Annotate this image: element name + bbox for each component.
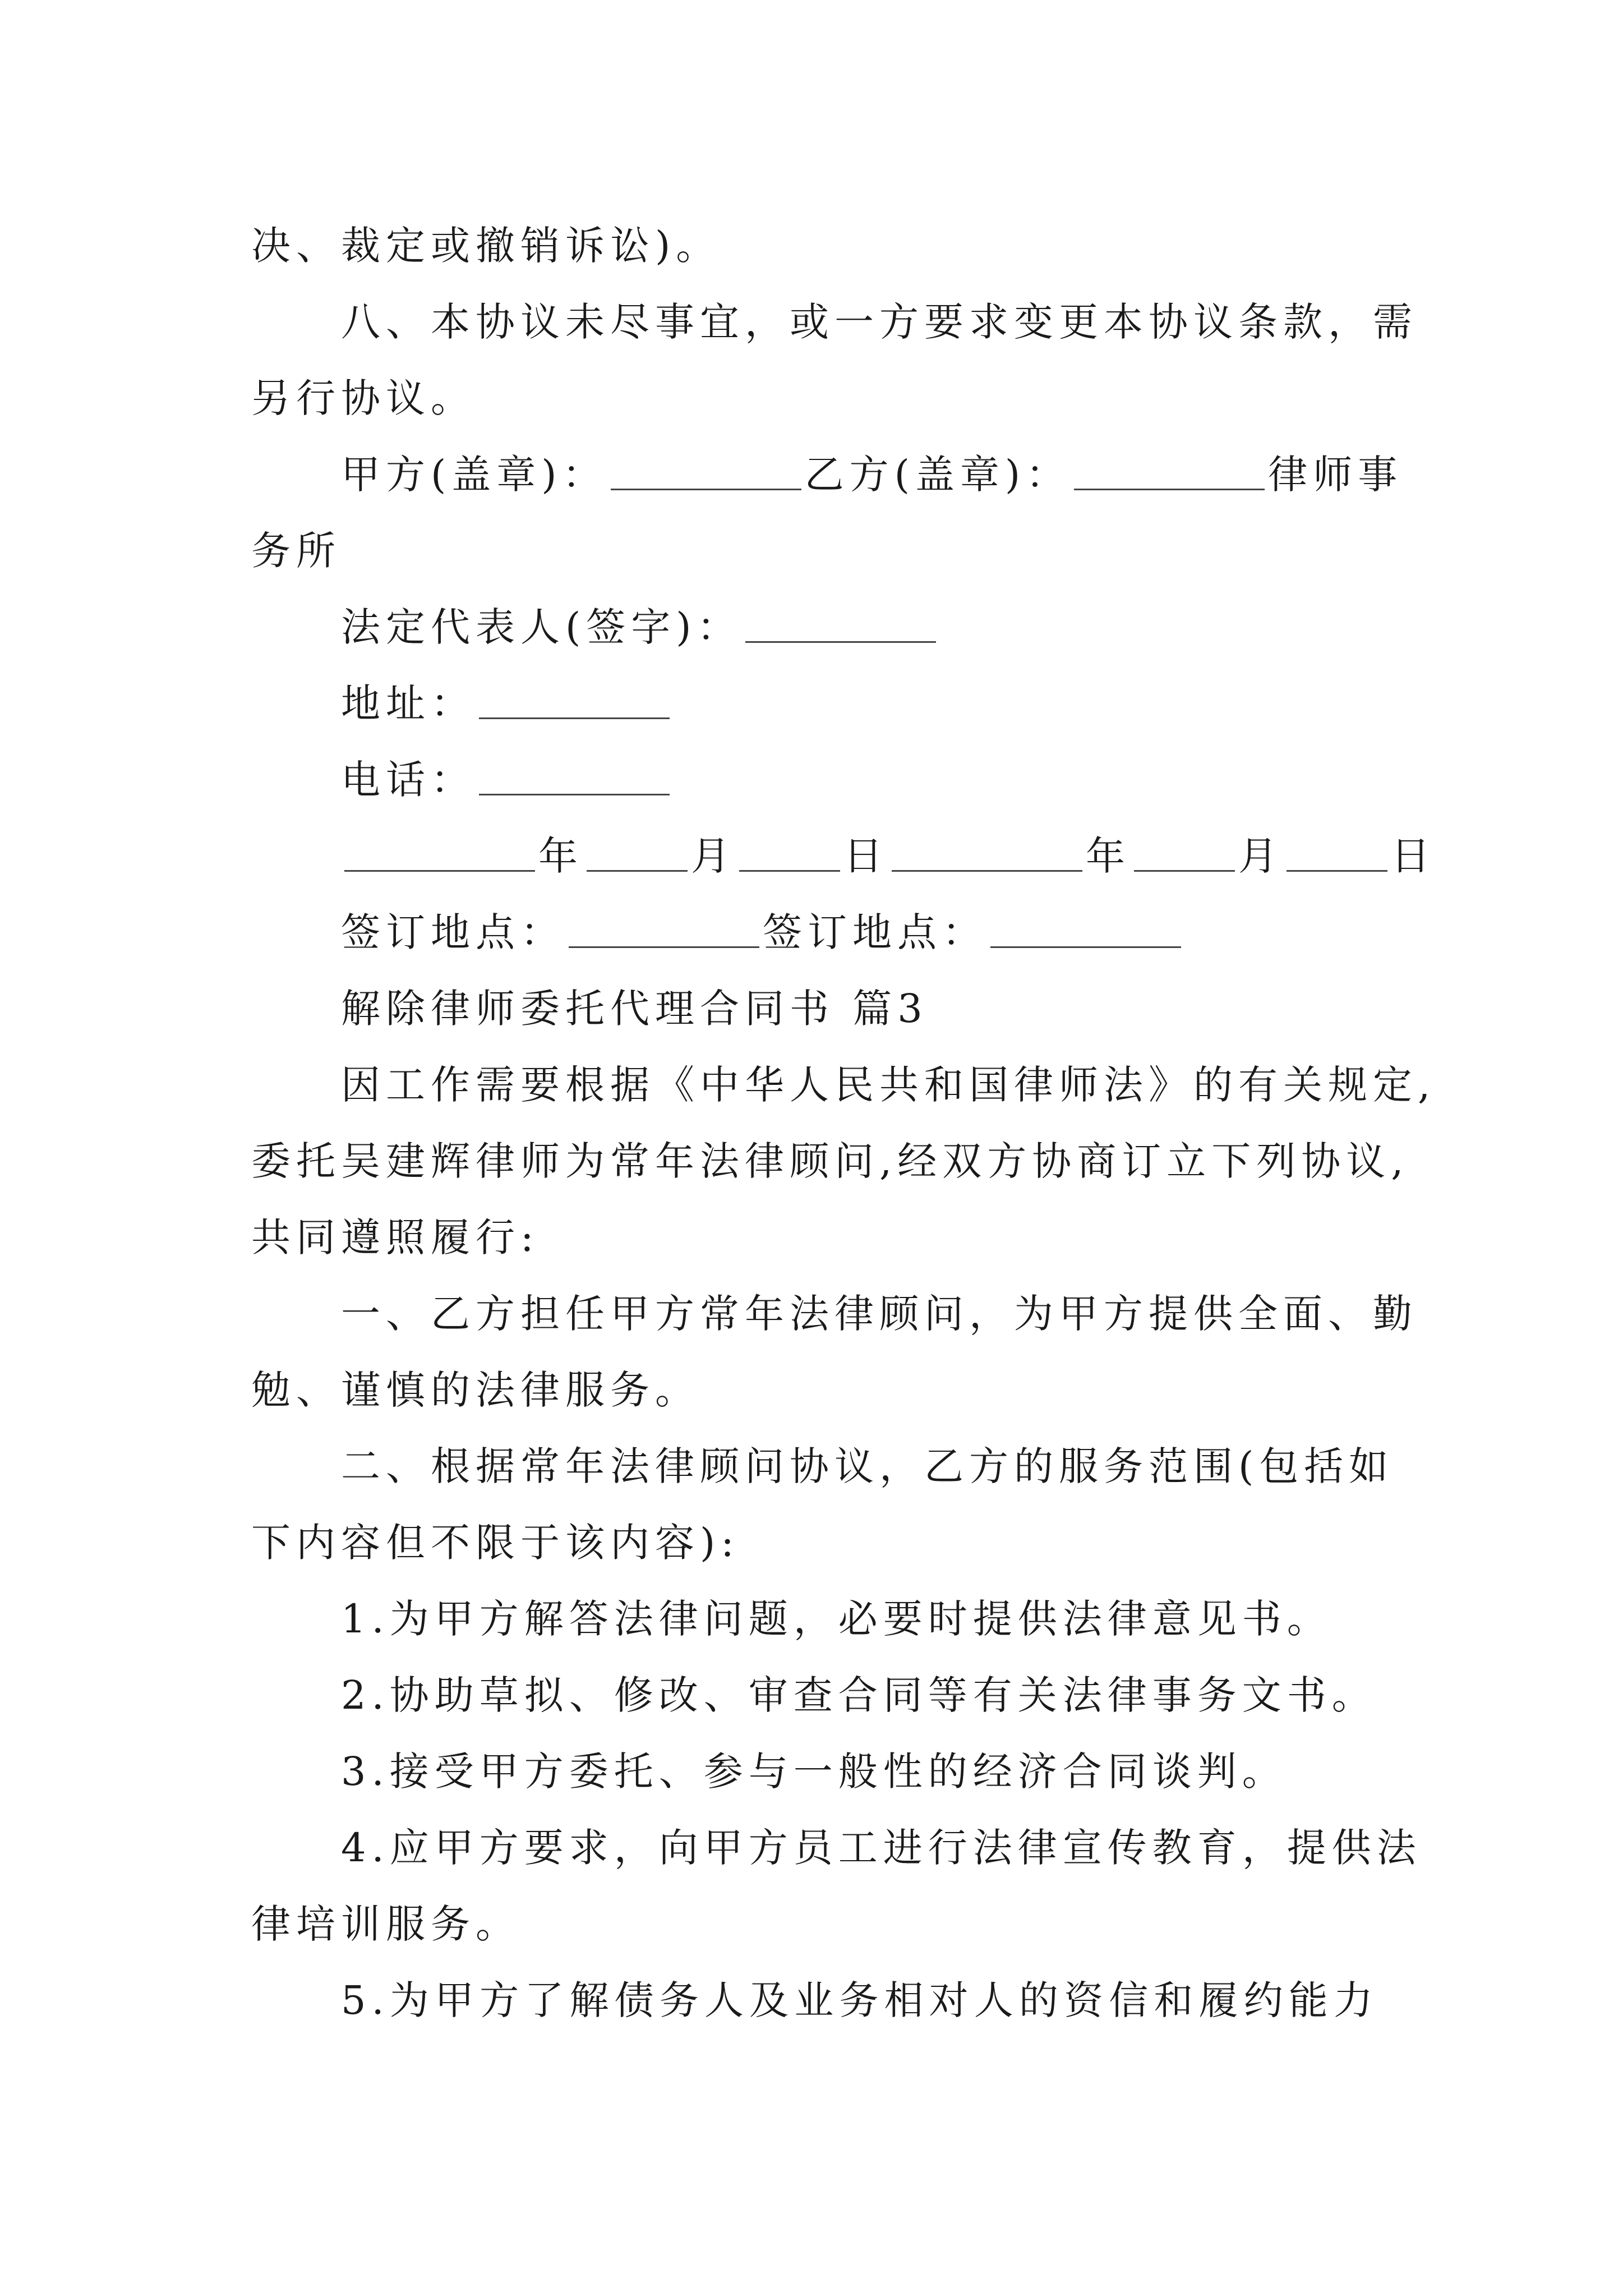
line-text: 务所 — [251, 528, 341, 574]
line-text: 日 — [843, 833, 888, 879]
line-text: 甲方(盖章)： — [341, 452, 607, 498]
paragraph-line — [251, 284, 1418, 360]
paragraph-line — [251, 1047, 1436, 1123]
paragraph-line — [251, 1123, 1409, 1199]
line-text: 法定代表人(签字)： — [341, 604, 742, 650]
line-text: 一、乙方担任甲方常年法律顾问，为甲方提供全面、勤 — [341, 1291, 1418, 1337]
paragraph-line — [251, 1428, 1394, 1504]
fill-in-blank-line — [739, 835, 840, 872]
fill-in-blank-line — [745, 606, 936, 643]
line-text: 另行协议。 — [251, 375, 476, 421]
paragraph-line — [251, 1276, 1418, 1352]
line-text: 月 — [1238, 833, 1283, 879]
fill-in-blank-line — [587, 835, 688, 872]
paragraph-line — [251, 436, 1403, 513]
paragraph-line — [251, 742, 1378, 818]
paragraph-line — [251, 1504, 1378, 1581]
paragraph-line — [251, 1199, 1378, 1276]
line-text: 电话： — [341, 757, 476, 803]
line-text: 1.为甲方解答法律问题，必要时提供法律意见书。 — [341, 1596, 1332, 1642]
line-text: 决、裁定或撤销诉讼)。 — [251, 223, 721, 269]
paragraph-line — [251, 818, 1436, 894]
paragraph-line — [251, 1733, 1378, 1810]
fill-in-blank-line — [479, 683, 670, 719]
paragraph-line — [251, 513, 1378, 589]
document-body — [251, 208, 1436, 2039]
paragraph-line — [251, 1581, 1378, 1657]
line-text: 日 — [1391, 833, 1436, 879]
line-text: 签订地点： — [763, 909, 987, 955]
line-text: 2.协助草拟、修改、审查合同等有关法律事务文书。 — [341, 1672, 1377, 1718]
paragraph-line — [251, 1886, 1378, 1962]
line-text: 律师事 — [1268, 452, 1403, 498]
line-text: 5.为甲方了解债务人及业务相对人的资信和履约能力 — [341, 1977, 1378, 2023]
line-text: 4.应甲方要求，向甲方员工进行法律宣传教育，提供法 — [341, 1825, 1422, 1871]
fill-in-blank-line — [1134, 835, 1235, 872]
paragraph-line — [251, 1962, 1378, 2039]
fill-in-blank-line — [1074, 454, 1265, 490]
paragraph-line — [251, 665, 1378, 742]
line-text: 地址： — [341, 680, 476, 726]
paragraph-line — [251, 970, 1378, 1047]
paragraph-line — [251, 360, 1378, 436]
paragraph-line — [251, 1352, 1378, 1428]
line-text: 乙方(盖章)： — [804, 452, 1071, 498]
line-text: 律培训服务。 — [251, 1901, 520, 1947]
line-text: 勉、谨慎的法律服务。 — [251, 1367, 700, 1413]
line-text: 年 — [538, 833, 583, 879]
line-text: 委托吴建辉律师为常年法律顾问,经双方协商订立下列协议, — [251, 1138, 1409, 1184]
line-text: 解除律师委托代理合同书 篇3 — [341, 986, 928, 1032]
line-text: 3.接受甲方委托、参与一般性的经济合同谈判。 — [341, 1749, 1287, 1795]
fill-in-blank-line — [990, 912, 1181, 948]
line-text: 下内容但不限于该内容): — [251, 1520, 740, 1566]
line-text: 签订地点： — [341, 909, 565, 955]
line-text: 年 — [1086, 833, 1131, 879]
fill-in-blank-line — [611, 454, 801, 490]
fill-in-blank-line — [892, 835, 1082, 872]
line-text: 因工作需要根据《中华人民共和国律师法》的有关规定, — [341, 1062, 1436, 1108]
line-text: 月 — [691, 833, 736, 879]
line-text: 八、本协议未尽事宜，或一方要求变更本协议条款，需 — [341, 299, 1418, 345]
fill-in-blank-line — [1287, 835, 1387, 872]
line-text: 二、根据常年法律顾问协议，乙方的服务范围(包括如 — [341, 1443, 1394, 1489]
paragraph-line — [251, 208, 1378, 284]
fill-in-blank-line — [479, 759, 670, 795]
line-text: 共同遵照履行: — [251, 1214, 540, 1260]
paragraph-line — [251, 1657, 1378, 1733]
paragraph-line — [251, 894, 1378, 970]
fill-in-blank-line — [569, 912, 759, 948]
paragraph-line — [251, 589, 1378, 665]
fill-in-blank-line — [344, 835, 535, 872]
paragraph-line — [251, 1810, 1422, 1886]
